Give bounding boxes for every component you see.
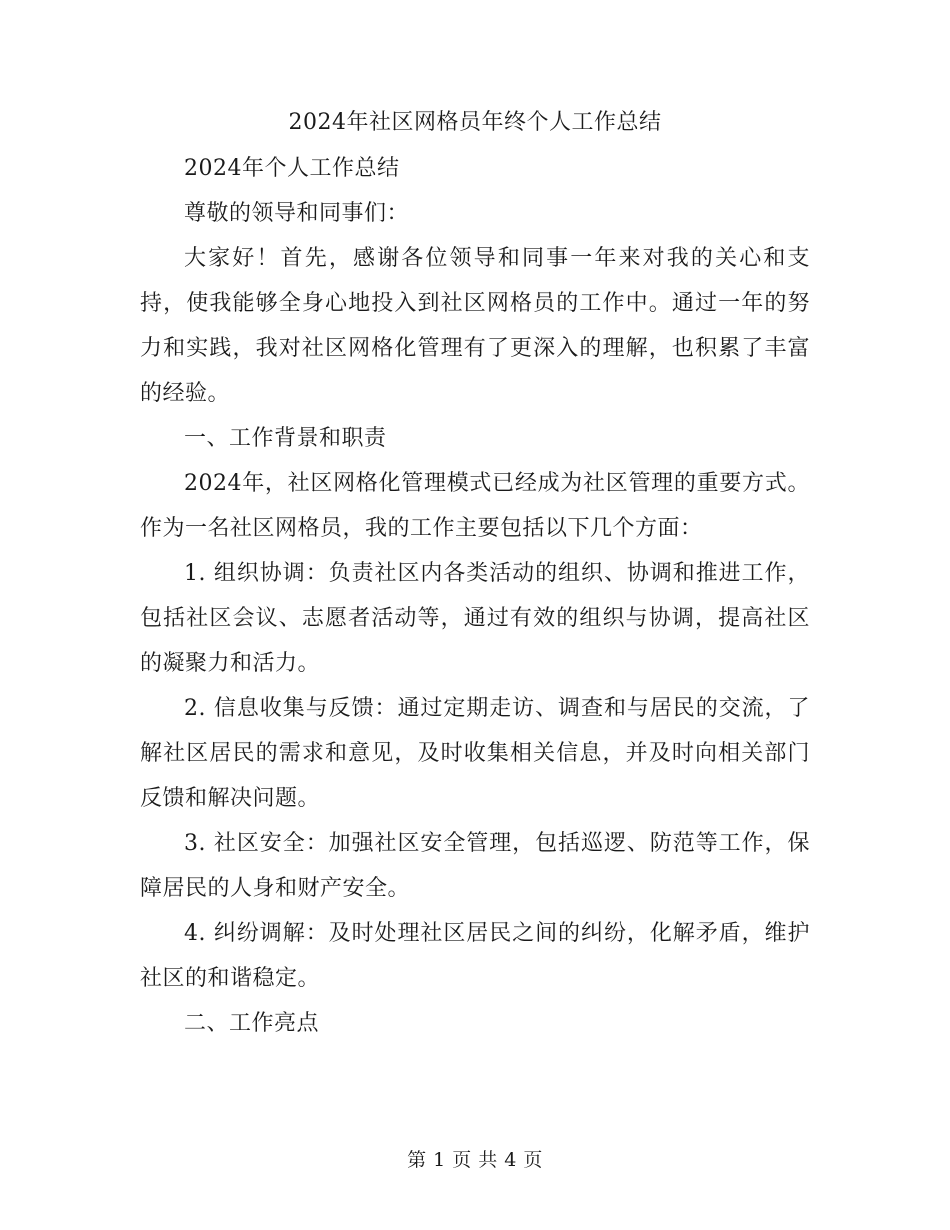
list-item-safety: 3. 社区安全：加强社区安全管理，包括巡逻、防范等工作，保障居民的人身和财产安全。 (140, 831, 810, 901)
list-item-coordination: 1. 组织协调：负责社区内各类活动的组织、协调和推进工作，包括社区会议、志愿者活动等，通过有效的组织与协调，提高社区的凝聚力和活力。 (140, 561, 810, 676)
paragraph-background: 2024年，社区网格化管理模式已经成为社区管理的重要方式。作为一名社区网格员，我的工作主要包括以下几个方面： (140, 471, 810, 541)
paragraph-subtitle: 2024年个人工作总结 (184, 156, 400, 181)
list-item-mediation: 4. 纠纷调解：及时处理社区居民之间的纠纷，化解矛盾，维护社区的和谐稳定。 (140, 921, 810, 991)
paragraph-salutation: 尊敬的领导和同事们： (184, 201, 410, 226)
list-item-information: 2. 信息收集与反馈：通过定期走访、调查和与居民的交流，了解社区居民的需求和意见，及时收集相关信息，并及时向相关部门反馈和解决问题。 (140, 696, 810, 811)
section-heading-background: 一、工作背景和职责 (184, 426, 387, 451)
document-title: 2024年社区网格员年终个人工作总结 (288, 110, 662, 135)
page-number-footer: 第 1 页 共 4 页 (407, 1149, 543, 1171)
document-body (140, 100, 810, 1046)
section-heading-highlights: 二、工作亮点 (184, 1011, 320, 1036)
paragraph-intro: 大家好！首先，感谢各位领导和同事一年来对我的关心和支持，使我能够全身心地投入到社区网格员的工作中。通过一年的努力和实践，我对社区网格化管理有了更深入的理解，也积累了丰富的经验。 (140, 246, 810, 406)
